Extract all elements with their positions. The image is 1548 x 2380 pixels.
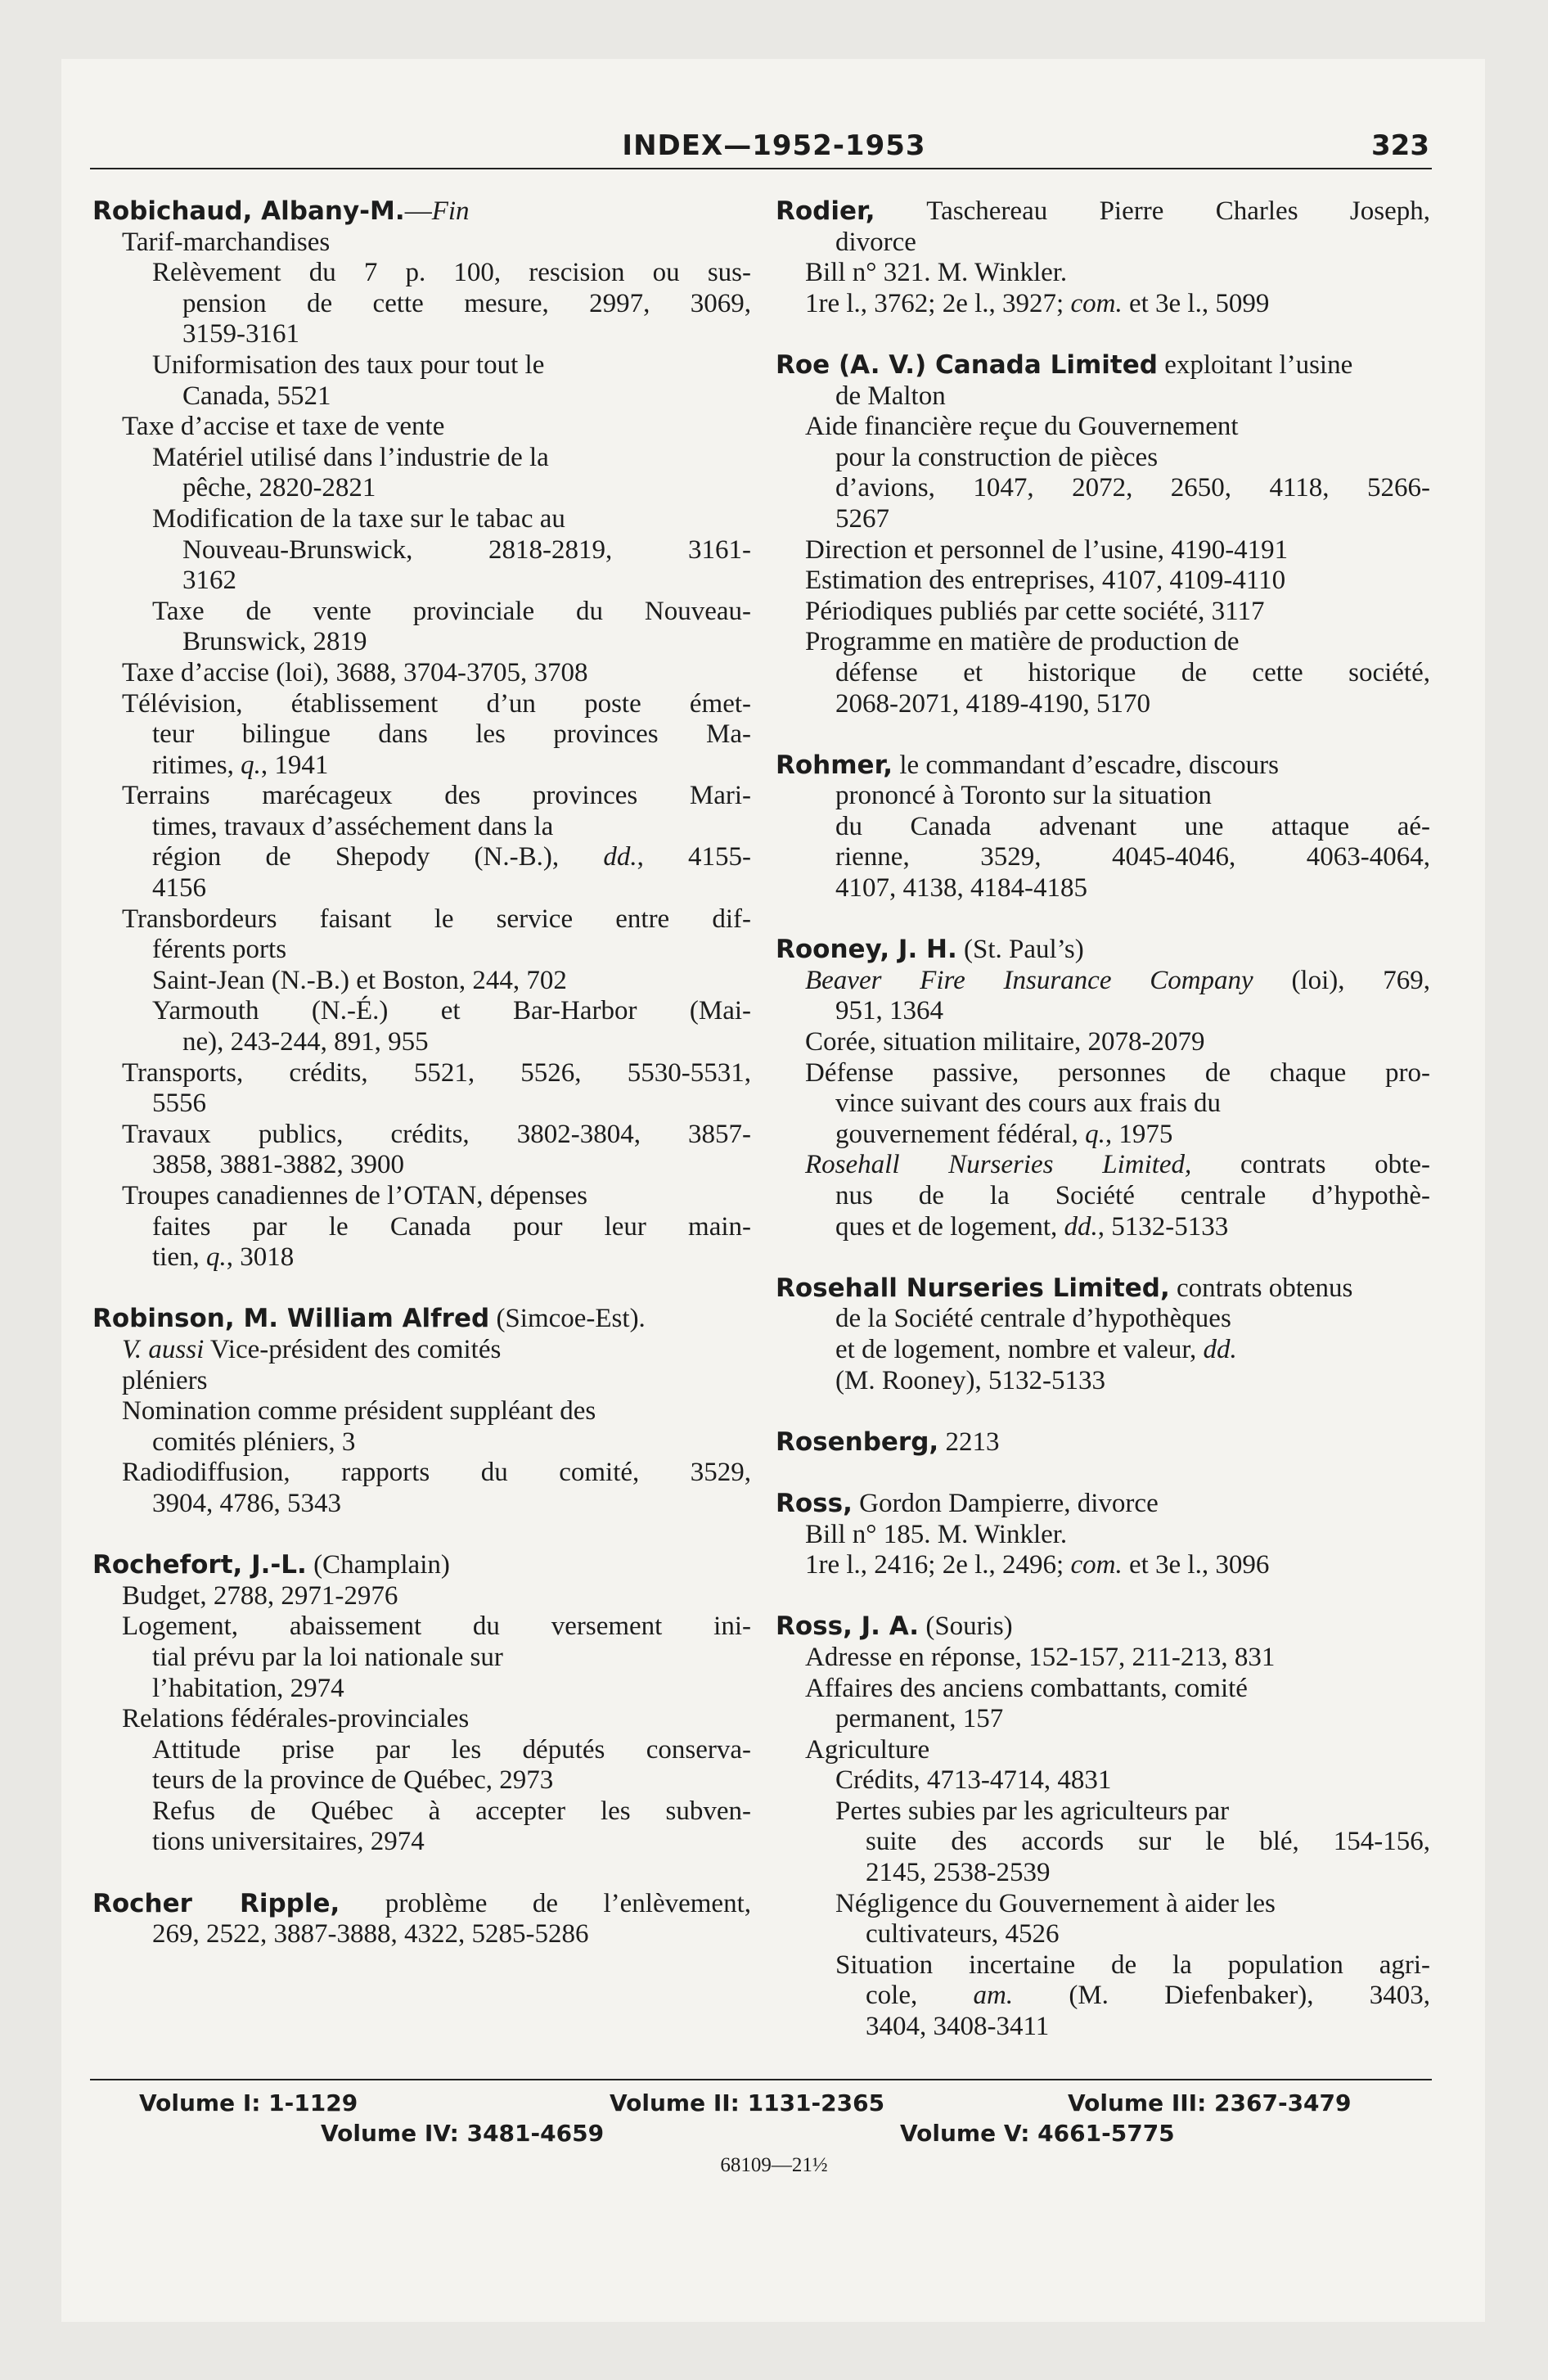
- entry-line: l’habitation, 2974: [152, 1673, 344, 1703]
- entry-line: Uniformisation des taux pour tout le: [152, 349, 545, 380]
- entry-line: Yarmouth (N.-É.) et Bar-Harbor (Mai-: [152, 996, 751, 1026]
- entry-line: 1re l., 3762; 2e l., 3927; com. et 3e l., 5099: [805, 288, 1270, 318]
- left-column: [92, 196, 751, 1981]
- entry-line: pléniers: [122, 1365, 208, 1395]
- entry-line: ques et de logement, dd., 5132-5133: [835, 1211, 1229, 1242]
- entry-line: Refus de Québec à accepter les subven-: [152, 1796, 751, 1826]
- entry-line: Situation incertaine de la population agri-: [835, 1950, 1430, 1980]
- entry-line: comités pléniers, 3: [152, 1427, 356, 1457]
- footer-rule: [90, 2079, 1432, 2080]
- entry-line: de la Société centrale d’hypothèques: [835, 1304, 1231, 1334]
- entry-line: Budget, 2788, 2971-2976: [122, 1580, 398, 1611]
- entry-line: V. aussi Vice-président des comités: [122, 1334, 502, 1364]
- entry-line: pension de cette mesure, 2997, 3069,: [182, 288, 751, 318]
- entry-line: prononcé à Toronto sur la situation: [835, 781, 1212, 811]
- index-entry: [776, 196, 1430, 319]
- entry-line: 4107, 4138, 4184-4185: [835, 873, 1087, 904]
- entry-line: Transports, crédits, 5521, 5526, 5530-5531,: [122, 1057, 751, 1088]
- entry-line: 3162: [182, 566, 236, 596]
- entry-line: cole, am. (M. Diefenbaker), 3403,: [866, 1981, 1431, 2011]
- entry-line: 3904, 4786, 5343: [152, 1488, 341, 1518]
- page-number: 323: [1371, 129, 1429, 162]
- entry-heading: Rosehall Nurseries Limited, contrats obtenus: [776, 1273, 1353, 1303]
- header-rule: [90, 168, 1432, 169]
- index-entry: [776, 751, 1430, 904]
- entry-line: Estimation des entreprises, 4107, 4109-4110: [805, 566, 1286, 596]
- entry-line: Périodiques publiés par cette société, 3117: [805, 596, 1265, 626]
- entry-line: 3404, 3408-3411: [866, 2012, 1050, 2042]
- entry-heading: Ross, Gordon Dampierre, divorce: [776, 1488, 1159, 1518]
- entry-line: 3159-3161: [182, 319, 299, 349]
- entry-line: 269, 2522, 3887-3888, 4322, 5285-5286: [152, 1919, 589, 1950]
- entry-line: Pertes subies par les agriculteurs par: [835, 1796, 1230, 1826]
- entry-line: Tarif-marchandises: [122, 227, 331, 257]
- running-head: INDEX—1952-1953: [622, 129, 926, 162]
- entry-line: 4156: [152, 873, 206, 904]
- entry-line: férents ports: [152, 935, 287, 965]
- entry-line: Nouveau-Brunswick, 2818-2819, 3161-: [182, 534, 751, 565]
- entry-line: région de Shepody (N.-B.), dd., 4155-: [152, 842, 751, 872]
- entry-line: Crédits, 4713-4714, 4831: [835, 1765, 1112, 1796]
- entry-heading: Roe (A. V.) Canada Limited exploitant l’usine: [776, 349, 1353, 380]
- index-entry: [776, 1611, 1430, 2042]
- entry-line: d’avions, 1047, 2072, 2650, 4118, 5266-: [835, 473, 1430, 503]
- printer-signature: 68109—21½: [720, 2154, 828, 2176]
- index-entry: [92, 1889, 751, 1950]
- entry-line: times, travaux d’asséchement dans la: [152, 811, 554, 841]
- index-entry: [776, 1489, 1430, 1581]
- entry-line: Taxe de vente provinciale du Nouveau-: [152, 596, 751, 626]
- entry-line: Défense passive, personnes de chaque pro-: [805, 1057, 1430, 1088]
- entry-line: Saint-Jean (N.-B.) et Boston, 244, 702: [152, 965, 567, 995]
- entry-line: Direction et personnel de l’usine, 4190-4191: [805, 534, 1289, 565]
- entry-line: Logement, abaissement du versement ini-: [122, 1611, 751, 1642]
- entry-line: Corée, situation militaire, 2078-2079: [805, 1027, 1205, 1057]
- index-entry: [776, 935, 1430, 1242]
- entry-line: gouvernement fédéral, q., 1975: [835, 1119, 1173, 1149]
- entry-heading: Rodier, Taschereau Pierre Charles Joseph,: [776, 196, 1430, 226]
- entry-line: Matériel utilisé dans l’industrie de la: [152, 442, 549, 472]
- entry-line: Relèvement du 7 p. 100, rescision ou sus-: [152, 258, 751, 288]
- index-entry: [776, 1427, 1430, 1458]
- entry-heading: Rocher Ripple, problème de l’enlèvement,: [92, 1888, 751, 1918]
- entry-line: de Malton: [835, 381, 946, 411]
- entry-line: 3858, 3881-3882, 3900: [152, 1150, 404, 1180]
- entry-line: teur bilingue dans les provinces Ma-: [152, 719, 751, 750]
- entry-line: Bill n° 321. M. Winkler.: [805, 258, 1068, 288]
- index-entry: [92, 196, 751, 1273]
- entry-heading: Rooney, J. H. (St. Paul’s): [776, 935, 1084, 965]
- index-entry: [776, 1273, 1430, 1396]
- entry-line: Transbordeurs faisant le service entre dif-: [122, 904, 751, 934]
- entry-line: Rosehall Nurseries Limited, contrats obte-: [805, 1150, 1430, 1180]
- volume-iii: Volume III: 2367-3479: [1068, 2089, 1352, 2116]
- index-entry: [92, 1304, 751, 1519]
- entry-line: 2068-2071, 4189-4190, 5170: [835, 688, 1150, 719]
- entry-line: Nomination comme président suppléant des: [122, 1396, 596, 1427]
- entry-line: tions universitaires, 2974: [152, 1827, 425, 1857]
- entry-line: Adresse en réponse, 152-157, 211-213, 831: [805, 1642, 1276, 1672]
- entry-line: Agriculture: [805, 1734, 930, 1765]
- volume-iv: Volume IV: 3481-4659: [321, 2120, 605, 2147]
- entry-line: 2145, 2538-2539: [866, 1858, 1051, 1888]
- entry-line: Troupes canadiennes de l’OTAN, dépenses: [122, 1181, 587, 1210]
- entry-line: ritimes, q., 1941: [152, 750, 329, 780]
- entry-line: tien, q., 3018: [152, 1242, 295, 1273]
- entry-line: Canada, 5521: [182, 381, 331, 411]
- entry-line: rienne, 3529, 4045-4046, 4063-4064,: [835, 842, 1430, 872]
- entry-heading: Robichaud, Albany-M.—Fin: [92, 196, 470, 226]
- entry-line: cultivateurs, 4526: [866, 1919, 1060, 1950]
- volume-i: Volume I: 1-1129: [139, 2089, 358, 2116]
- entry-heading: Rosenberg, 2213: [776, 1427, 1000, 1457]
- volume-v: Volume V: 4661-5775: [900, 2120, 1175, 2147]
- entry-line: Bill n° 185. M. Winkler.: [805, 1519, 1068, 1549]
- entry-line: Brunswick, 2819: [182, 627, 367, 657]
- index-entry: [92, 1550, 751, 1858]
- entry-line: Programme en matière de production de: [805, 627, 1240, 657]
- entry-line: Travaux publics, crédits, 3802-3804, 3857-: [122, 1119, 751, 1149]
- entry-line: Taxe d’accise (loi), 3688, 3704-3705, 3708: [122, 657, 588, 687]
- entry-line: nus de la Société centrale d’hypothè-: [835, 1181, 1430, 1210]
- entry-line: ne), 243-244, 891, 955: [182, 1027, 429, 1057]
- entry-line: suite des accords sur le blé, 154-156,: [866, 1827, 1430, 1857]
- entry-line: Terrains marécageux des provinces Mari-: [122, 781, 751, 811]
- volume-ii: Volume II: 1131-2365: [610, 2089, 885, 2116]
- entry-line: Affaires des anciens combattants, comité: [805, 1673, 1248, 1703]
- entry-line: Taxe d’accise et taxe de vente: [122, 412, 445, 442]
- entry-line: 5556: [152, 1089, 206, 1119]
- entry-line: Négligence du Gouvernement à aider les: [835, 1888, 1276, 1918]
- entry-heading: Rochefort, J.-L. (Champlain): [92, 1550, 450, 1580]
- entry-heading: Rohmer, le commandant d’escadre, discours: [776, 750, 1279, 780]
- entry-line: 5267: [835, 503, 889, 534]
- entry-heading: Ross, J. A. (Souris): [776, 1611, 1013, 1642]
- entry-line: Relations fédérales-provinciales: [122, 1704, 470, 1734]
- right-column: [776, 196, 1430, 2073]
- entry-line: tial prévu par la loi nationale sur: [152, 1642, 503, 1672]
- entry-line: Radiodiffusion, rapports du comité, 3529,: [122, 1458, 751, 1488]
- index-entry: [776, 350, 1430, 719]
- entry-line: du Canada advenant une attaque aé-: [835, 811, 1430, 841]
- entry-line: défense et historique de cette société,: [835, 657, 1430, 687]
- entry-line: 951, 1364: [835, 996, 943, 1026]
- entry-line: divorce: [835, 227, 916, 257]
- entry-line: Attitude prise par les députés conserva-: [152, 1734, 751, 1765]
- entry-line: Modification de la taxe sur le tabac au: [152, 503, 565, 534]
- entry-line: Télévision, établissement d’un poste émet-: [122, 688, 751, 719]
- entry-line: Beaver Fire Insurance Company (loi), 769,: [805, 965, 1430, 995]
- entry-line: et de logement, nombre et valeur, dd.: [835, 1334, 1237, 1364]
- entry-line: teurs de la province de Québec, 2973: [152, 1765, 554, 1796]
- entry-heading: Robinson, M. William Alfred (Simcoe-Est).: [92, 1304, 646, 1334]
- entry-line: 1re l., 2416; 2e l., 2496; com. et 3e l., 3096: [805, 1550, 1270, 1580]
- entry-line: vince suivant des cours aux frais du: [835, 1089, 1222, 1119]
- entry-line: permanent, 157: [835, 1704, 1004, 1734]
- entry-line: faites par le Canada pour leur main-: [152, 1211, 751, 1242]
- entry-line: Aide financière reçue du Gouvernement: [805, 412, 1239, 442]
- entry-line: (M. Rooney), 5132-5133: [835, 1365, 1105, 1395]
- entry-line: pour la construction de pièces: [835, 442, 1159, 472]
- entry-line: pêche, 2820-2821: [182, 473, 376, 503]
